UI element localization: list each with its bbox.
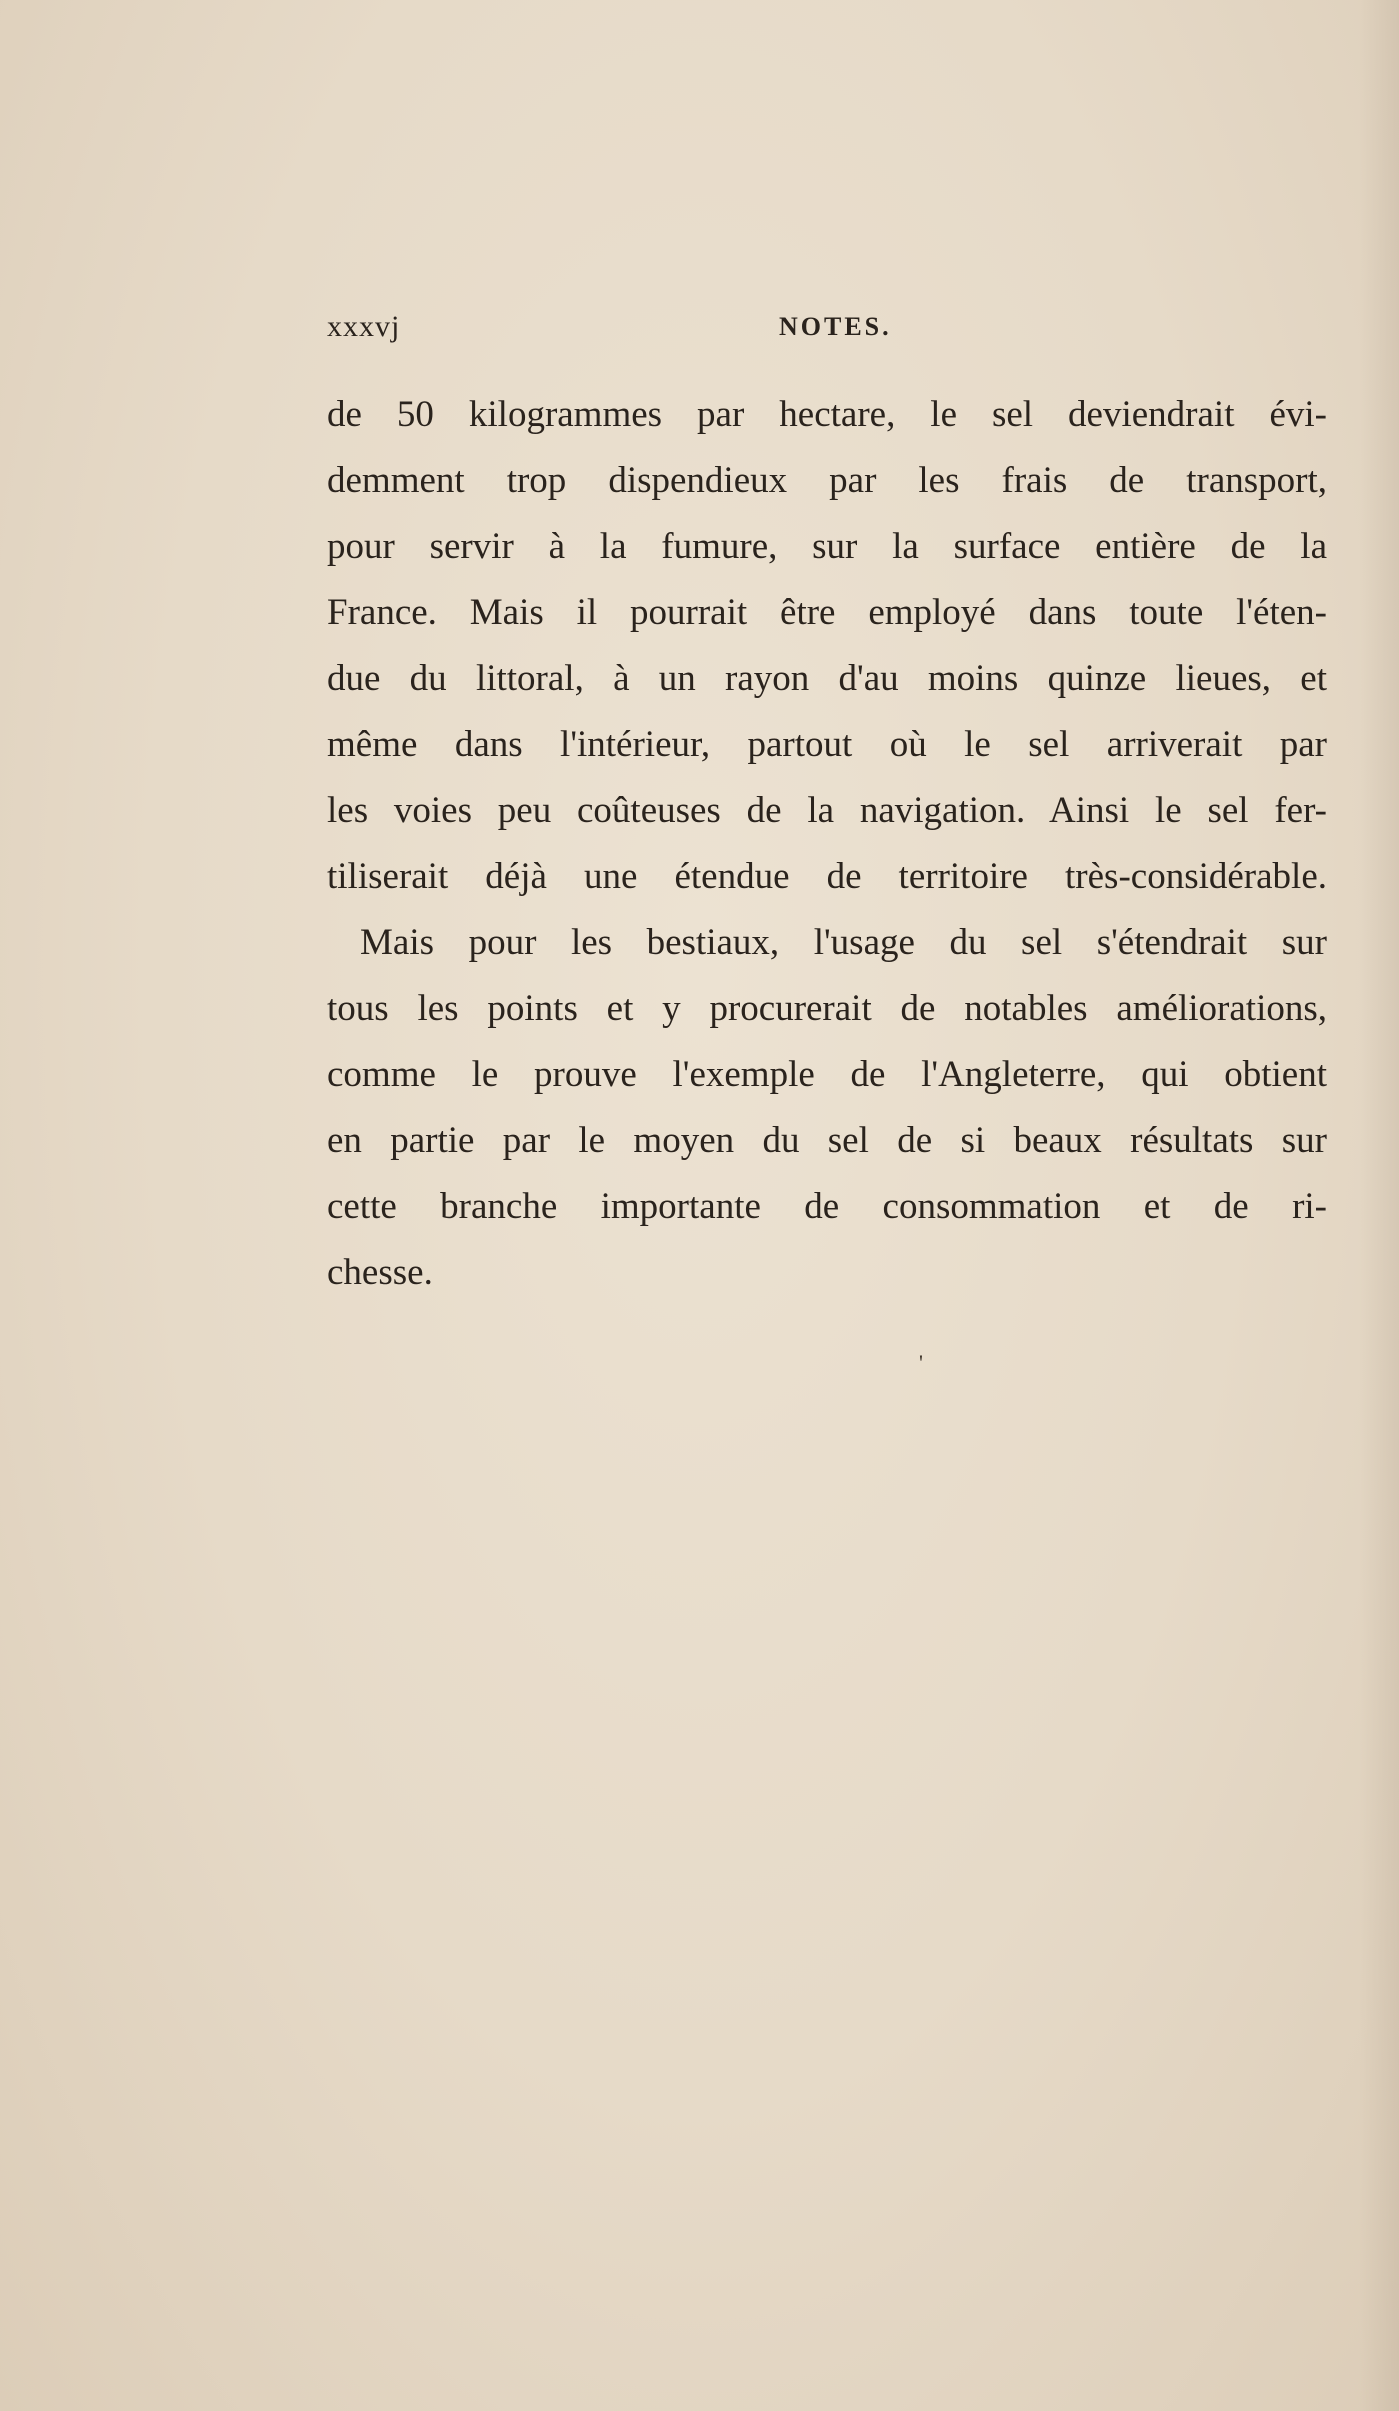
text-line: tous les points et y procurerait de notables améliorations, xyxy=(327,988,1327,1029)
text-line: cette branche importante de consommation et de ri- xyxy=(327,1186,1327,1227)
text-line: demment trop dispendieux par les frais de transport, xyxy=(327,460,1327,501)
text-line: même dans l'intérieur, partout où le sel arriverait par xyxy=(327,724,1327,765)
page-edge-shadow xyxy=(1359,0,1399,2411)
paragraph-2 xyxy=(327,910,1327,1306)
text-line: chesse. xyxy=(327,1252,433,1293)
stray-ink-mark: ' xyxy=(919,1350,923,1375)
page-number: xxxvj xyxy=(327,310,401,343)
text-line: pour servir à la fumure, sur la surface entière de la xyxy=(327,526,1327,567)
page-header xyxy=(327,310,1327,360)
text-line: en partie par le moyen du sel de si beaux résultats sur xyxy=(327,1120,1327,1161)
text-line: due du littoral, à un rayon d'au moins quinze lieues, et xyxy=(327,658,1327,699)
text-line: Mais pour les bestiaux, l'usage du sel s'étendrait sur xyxy=(360,922,1327,963)
text-line: France. Mais il pourrait être employé dans toute l'éten- xyxy=(327,592,1327,633)
text-line: de 50 kilogrammes par hectare, le sel deviendrait évi- xyxy=(327,394,1327,435)
text-line: tiliserait déjà une étendue de territoire très-considérable. xyxy=(327,856,1327,897)
running-head: NOTES. xyxy=(779,312,892,341)
body-text xyxy=(327,382,1327,1306)
text-line: les voies peu coûteuses de la navigation. Ainsi le sel fer- xyxy=(327,790,1327,831)
paragraph-1 xyxy=(327,382,1327,910)
text-line: comme le prouve l'exemple de l'Angleterre, qui obtient xyxy=(327,1054,1327,1095)
